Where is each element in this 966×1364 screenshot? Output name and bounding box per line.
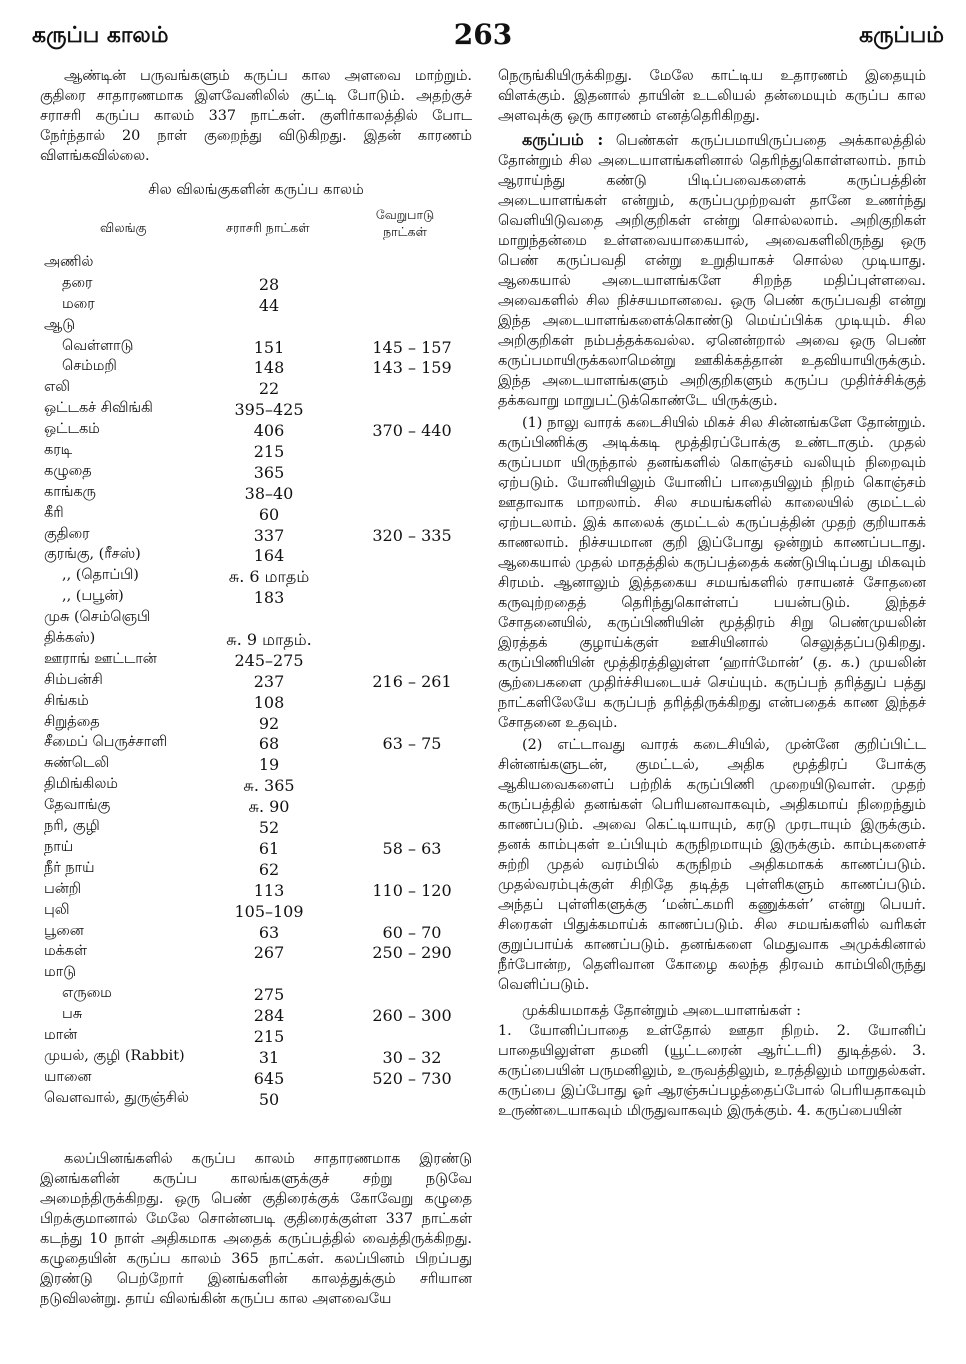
average-days: 164	[253, 546, 285, 566]
average-days: 645	[253, 1068, 285, 1088]
range-days: 145 – 157	[372, 337, 452, 357]
average-days: 61	[258, 838, 280, 858]
animal-name: கரடி	[44, 442, 73, 459]
table-row	[40, 400, 472, 421]
average-days: 92	[258, 713, 280, 733]
table-row	[40, 254, 472, 275]
range-days: 30 – 32	[382, 1047, 442, 1067]
average-days: சு. 6 மாதம்	[228, 567, 310, 587]
animal-name: சிறுத்தை	[44, 713, 100, 730]
right-column	[498, 66, 926, 1121]
average-days: 28	[258, 274, 280, 294]
average-days: 68	[258, 734, 280, 754]
animal-name: மக்கள்	[44, 943, 87, 960]
animal-name: நீர் நாய்	[44, 859, 95, 876]
column-header-range: வேறுபாடு நாட்கள்	[375, 207, 435, 239]
average-days: 105–109	[234, 901, 304, 921]
average-days: 38–40	[244, 483, 294, 503]
page-number: 263	[453, 18, 513, 51]
table-row	[40, 484, 472, 505]
average-days: 108	[253, 692, 285, 712]
table-row	[40, 630, 472, 651]
table-row	[40, 526, 472, 547]
section-label-pregnancy: கருப்பம் :	[522, 130, 604, 149]
animal-name: மாடு	[44, 964, 76, 981]
average-days: 113	[253, 880, 285, 900]
range-days: 320 – 335	[372, 525, 452, 545]
average-days: 267	[253, 943, 285, 963]
table-row	[40, 1090, 472, 1111]
average-days: 215	[253, 1026, 285, 1046]
average-days: 151	[253, 337, 285, 357]
table-row	[40, 588, 472, 609]
animal-name: கழுதை	[44, 462, 92, 479]
table-row	[40, 463, 472, 484]
range-days: 520 – 730	[372, 1068, 452, 1088]
animal-name: வெள்ளாடு	[62, 337, 134, 354]
animal-name: சிம்பன்சி	[44, 671, 103, 688]
animal-name: செம்மறி	[62, 358, 117, 375]
animal-name: ஒட்டகம்	[44, 421, 100, 438]
animal-name: தரை	[62, 274, 93, 291]
animal-name: ,, (தொப்பி)	[62, 567, 139, 584]
animal-name: வௌவால், துருஞ்சில்	[44, 1089, 189, 1106]
pregnancy-paragraph	[498, 130, 926, 411]
animal-name: குதிரை	[44, 525, 90, 542]
animal-name: காங்கரு	[44, 483, 96, 500]
table-row	[40, 379, 472, 400]
average-days: 183	[253, 588, 285, 608]
animal-name: ஊராங் ஊட்டான்	[44, 650, 157, 667]
gestation-table	[40, 254, 472, 1111]
table-row	[40, 338, 472, 359]
table-row	[40, 923, 472, 944]
outro-paragraph: கலப்பினங்களில் கருப்ப காலம் சாதாரணமாக இரண்டு இனங்களின் கருப்ப காலங்களுக்குச் சற்று நடுவே அமைந்திருக்கிறது. ஒரு பெண் குதிரைக்குக் கோவேறு கழுதை பிறக்குமானால் மேலே சொன்னபடி குதிரைக்குள்ள 337 நாட்கள் கடந்து 10 நாள் அதிகமாக அதைக் கருப்பத்தில் வைத்திருக்கிறது. கழுதையின் கருப்ப காலம் 365 நாட்கள். கலப்பினம் பிறப்பது இரண்டு பெற்றோர் இனங்களின் காலத்துக்கும் சரியான நடுவிலன்று. தாய் விலங்கின் கருப்ப கால அளவையே	[40, 1150, 472, 1307]
continued-paragraph: நெருங்கியிருக்கிறது. மேலே காட்டிய உதாரணம் இதையும் விளக்கும். இதனால் தாயின் உடலியல் தன்மையும் கருப்ப கால அளவுக்கு ஒரு காரணம் எனத்தெரிகிறது.	[498, 68, 926, 124]
pregnancy-text: பெண்கள் கருப்பமாயிருப்பதை அக்காலத்தில் தோன்றும் சில அடையாளங்களினால் தெரிந்துகொள்ளலாம். நாம் ஆராய்ந்து கண்டு பிடிப்பவைகளைக் கருப்பத்தின் அடையாளங்கள் என்றும், கருப்பமுற்றவள் தானே உணர்ந்து வெளியிடுவதை அறிகுறிகள் என்று சொல்லலாம். அறிகுறிகள் மாறுந்தன்மை உள்ளவையாகையால், அவைகளிலிருந்து ஒரு பெண் கருப்பவதி என்று உறுதியாகச் சொல்ல முடியாது. ஆகையால் அடையாளங்களே சிறந்த மதிப்புள்ளவை. அவைகளில் சில நிச்சயமானவை. ஒரு பெண் கருப்பவதி என்று இந்த அடையாளங்களைக்கொண்டு மெய்ப்பிக்க முடியும். சில அறிகுறிகள் நம்பத்தக்கவல்ல. ஏனென்றால் அவை ஒரு பெண் கருப்பமாயிருக்கலாமென்று ஊகிக்கத்தான் உதவியாயிருக்கும். இந்த அடையாளங்களும் அறிகுறிகளும் கருப்ப முதிர்ச்சிக்குத் தக்கவாறு மாறுபட்டுக்கொண்டே யிருக்கும்.	[498, 133, 926, 409]
animal-name: சுண்டெலி	[44, 755, 110, 772]
average-days: 215	[253, 442, 285, 462]
animal-name: தேவாங்கு	[44, 797, 111, 814]
average-days: 275	[253, 985, 285, 1005]
left-column	[40, 66, 472, 1309]
range-days: 60 – 70	[382, 922, 442, 942]
average-days: சு. 365	[243, 776, 295, 796]
table-row	[40, 1006, 472, 1027]
animal-name: மரை	[62, 295, 95, 312]
table-row	[40, 755, 472, 776]
average-days: சு. 9 மாதம்.	[226, 630, 312, 650]
average-days: 284	[253, 1006, 285, 1026]
table-row	[40, 693, 472, 714]
animal-name: அணில்	[44, 254, 94, 270]
animal-name: எலி	[44, 379, 70, 396]
eight-week-paragraph: (2) எட்டாவது வாரக் கடைசியில், முன்னே குறிப்பிட்ட சின்னங்களுடன், குமட்டல், அதிக மூத்திரப் போக்கு ஆகியவைகளைப் பற்றிக் கருப்பிணி முறையிடுவாள். முதற் கருப்பத்தில் தனங்கள் பெரியனவாகவும், அதிகமாய் நிறைந்தும் காணப்படும். அவை கெட்டியாயும், கரடு முரடாயும் இருக்கும். தனக் காம்புகள் உப்பியும் கருநிறமாயும் இருக்கும். காம்புகளைச் சுற்றி முதல் வரம்பில் கருநிறம் அதிகமாகக் காணப்படும். முதல்வரம்புக்குள் சிறிதே தடித்த புள்ளிகளும் காணப்படும். அந்தப் புள்ளிகளுக்கு ‘மன்ட்கமரி கணுக்கள்’ என்று பெயர். சிரைகள் பிதுக்கமாய்க் காணப்படும். சில சமயங்களில் வரிகள் குறுப்பாய்க் காணப்படும். தனங்களை மெதுவாக அமுக்கினால் நீர்போன்ற, தெளிவான கோழை கலந்த திரவம் காம்பிலிருந்து வெளிப்படும்.	[498, 737, 926, 993]
average-days: 406	[253, 421, 285, 441]
table-row	[40, 421, 472, 442]
range-days: 63 – 75	[382, 734, 442, 754]
average-days: 50	[258, 1089, 280, 1109]
table-row	[40, 1027, 472, 1048]
animal-name: ஒட்டகச் சிவிங்கி	[44, 400, 153, 417]
table-row	[40, 818, 472, 839]
animal-name: சீமைப் பெருச்சாளி	[44, 734, 168, 751]
range-days: 143 – 159	[372, 358, 452, 378]
animal-name: மான்	[44, 1026, 78, 1043]
average-days: 395–425	[234, 400, 304, 420]
signs-paragraph: 1. யோனிப்பாதை உள்தோல் ஊதா நிறம். 2. யோனிப் பாதையிலுள்ள தமனி (யூட்டரைன் ஆர்ட்டரி) துடித்தல். 3. கருப்பையின் பருமனிலும், உருவத்திலும், உரத்திலும் மாறுதல்கள். கருப்பை இப்போது ஓர் ஆரஞ்சுப்பழத்தைப்போல் பெரியதாகவும் உருண்டையாகவும் மிருதுவாகவும் இருக்கும். 4. கருப்பையின்	[498, 1023, 927, 1119]
animal-name: புலி	[44, 901, 70, 918]
average-days: 31	[258, 1047, 280, 1067]
range-days: 260 – 300	[372, 1006, 452, 1026]
table-row	[40, 296, 472, 317]
table-row	[40, 985, 472, 1006]
table-row	[40, 275, 472, 296]
table-row	[40, 442, 472, 463]
animal-name: நாய்	[44, 838, 74, 855]
animal-name: சிங்கம்	[44, 692, 89, 709]
animal-name: ,, (பபூன்)	[62, 588, 124, 605]
table-row	[40, 902, 472, 923]
table-row	[40, 609, 472, 630]
range-days: 110 – 120	[372, 880, 452, 900]
intro-paragraph: ஆண்டின் பருவங்களும் கருப்ப கால அளவை மாற்றும். குதிரை சாதாரணமாக இளவேனிலில் குட்டி போடும். அதற்குச் சராசரி கருப்ப காலம் 337 நாட்கள். குளிர்காலத்தில் போட நேர்ந்தால் 20 நாள் குறைந்து விடுகிறது. இதன் காரணம் விளங்கவில்லை.	[40, 68, 472, 164]
page-header	[0, 18, 966, 58]
table-row	[40, 881, 472, 902]
table-row	[40, 943, 472, 964]
table-row	[40, 317, 472, 338]
table-title: சில விலங்குகளின் கருப்ப காலம்	[148, 182, 364, 198]
table-row	[40, 734, 472, 755]
table-row	[40, 567, 472, 588]
animal-name: பசு	[62, 1006, 83, 1023]
table-row	[40, 860, 472, 881]
animal-name: குரங்கு, (ரீசஸ்)	[44, 546, 141, 563]
column-header-animal: விலங்கு	[100, 220, 147, 235]
table-row	[40, 358, 472, 379]
animal-name: முசு (செம்ஞெபி	[44, 609, 151, 626]
table-row	[40, 546, 472, 567]
average-days: 44	[258, 295, 280, 315]
animal-name: எருமை	[62, 985, 112, 1002]
table-row	[40, 776, 472, 797]
animal-name: ஆடு	[44, 316, 76, 333]
average-days: 62	[258, 859, 280, 879]
average-days: 245–275	[234, 650, 304, 670]
animal-name: நரி, குழி	[44, 818, 100, 835]
table-row	[40, 797, 472, 818]
average-days: 52	[258, 818, 280, 838]
average-days: 19	[258, 755, 280, 775]
animal-name: யானை	[44, 1068, 92, 1085]
animal-name: பூனை	[44, 922, 84, 939]
average-days: 148	[253, 358, 285, 378]
range-days: 58 – 63	[382, 838, 442, 858]
animal-name: பன்றி	[44, 880, 82, 897]
range-days: 250 – 290	[372, 943, 452, 963]
table-row	[40, 672, 472, 693]
running-title-right: கருப்பம்	[859, 22, 944, 48]
range-days: 370 – 440	[372, 421, 452, 441]
table-row	[40, 505, 472, 526]
running-title-left: கருப்ப காலம்	[32, 22, 169, 48]
average-days: 22	[258, 379, 280, 399]
average-days: 237	[253, 671, 285, 691]
average-days: 337	[253, 525, 285, 545]
average-days: சு. 90	[248, 797, 290, 817]
column-header-average: சராசரி நாட்கள்	[226, 220, 310, 235]
table-row	[40, 1069, 472, 1090]
average-days: 63	[258, 922, 280, 942]
table-row	[40, 651, 472, 672]
table-row	[40, 1048, 472, 1069]
animal-name: கீரி	[44, 504, 64, 521]
range-days: 216 – 261	[372, 671, 452, 691]
average-days: 365	[253, 462, 285, 482]
table-row	[40, 714, 472, 735]
four-week-paragraph: (1) நாலு வாரக் கடைசியில் மிகச் சில சின்னங்களே தோன்றும். கருப்பிணிக்கு அடிக்கடி மூத்திரப்போக்கு உண்டாகும். முதல் கருப்பமா யிருந்தால் தனங்களில் கொஞ்சம் வலியும் நிறைவும் ஏற்படும். யோனியிலும் யோனிப் பாதையிலும் நிறம் கொஞ்சம் ஊதாவாக மாறலாம். சில சமயங்களில் காலையில் குமட்டல் ஏற்படலாம். இக் காலைக் குமட்டல் கருப்பத்தின் முதற் குறியாகக் காணலாம். நிச்சயமான குறி இப்போது ஒன்றும் காணப்படாது. ஆகையால் முதல் மாதத்தில் கருப்பத்தைக் கண்டுபிடிப்பது மிகவும் சிரமம். ஆனாலும் இத்தகைய சமயங்களில் ரசாயனச் சோதனை கருவுற்றதைத் தெரிந்துகொள்ளப் பயன்படும். இந்தச் சோதனையில், கருப்பிணியின் மூத்திரம் சிறு பெண்முயலின் இரத்தக் குழாய்க்குள் ஊசியினால் செலுத்தப்படுகிறது. கருப்பிணியின் மூத்திரத்திலுள்ள ‘ஹார்மோன்’ (த. க.) முயலின் சூற்பைகளை முதிர்ச்சியடையச் செய்யும். கருப்பந் தரித்துப் பத்து நாட்களிலேயே கருப்பந் தரித்திருக்கிறது என்பதைக் காண இந்தச் சோதனை உதவும்.	[498, 415, 926, 731]
signs-heading: முக்கியமாகத் தோன்றும் அடையாளங்கள் :	[522, 1003, 801, 1019]
table-header	[40, 204, 472, 254]
animal-name: முயல், குழி (Rabbit)	[44, 1047, 185, 1064]
animal-name: திமிங்கிலம்	[44, 776, 118, 793]
table-row	[40, 964, 472, 985]
table-row	[40, 839, 472, 860]
animal-name: திக்கஸ்)	[44, 630, 96, 647]
average-days: 60	[258, 504, 280, 524]
